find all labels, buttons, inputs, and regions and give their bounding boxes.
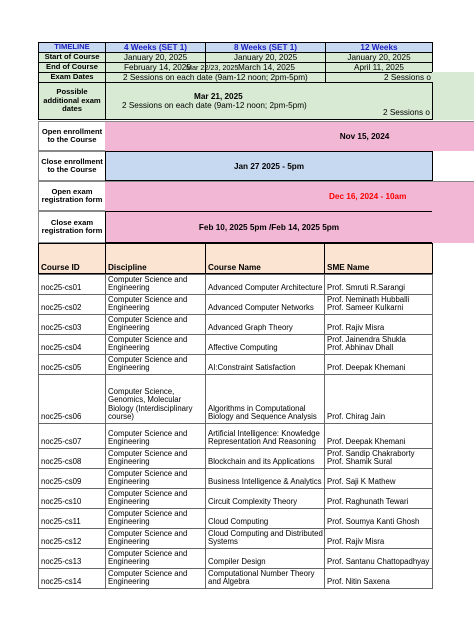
course-cell-sme — [324, 528, 433, 549]
course-cell-id — [38, 314, 106, 335]
course-id-text: noc25-cs05 — [41, 363, 82, 373]
course-cell-sme — [324, 274, 433, 295]
course-sme-text: Prof. Rajiv Misra — [327, 323, 385, 333]
course-cell-sme — [324, 508, 433, 529]
course-id-text: noc25-cs01 — [41, 283, 82, 293]
end-4w: February 14, 2025 — [105, 62, 206, 73]
course-cell-id — [38, 423, 106, 449]
course-cell-name — [205, 548, 325, 569]
course-cell-id — [38, 294, 106, 315]
course-cell-discipline — [105, 508, 206, 529]
timeline-col-12weeks: 12 Weeks — [325, 42, 433, 53]
course-name-text: Algorithms in Computational Biology and Sequence Analysis — [208, 403, 317, 422]
course-cell-discipline — [105, 314, 206, 335]
course-name-text: Business Intelligence & Analytics — [208, 477, 322, 487]
hdr-divider-2 — [205, 243, 206, 274]
course-cell-id — [38, 374, 106, 424]
close-exam-overflow — [432, 211, 474, 243]
course-cell-name — [205, 568, 325, 589]
course-id-text: noc25-cs03 — [41, 323, 82, 333]
start-12w: January 20, 2025 — [325, 52, 433, 63]
course-id-text: noc25-cs11 — [41, 517, 81, 527]
close-enroll-label: Close enrollment to the Course — [38, 151, 106, 181]
possible-label: Possible additional exam dates — [38, 82, 106, 120]
course-name-text: Circuit Complexity Theory — [208, 497, 298, 507]
course-discipline-text: Computer Science and Engineering — [108, 274, 188, 293]
possible-date: Mar 21, 2025 — [194, 92, 243, 101]
close-exam-label: Close exam registration form — [38, 211, 106, 243]
exam-dates-overflow — [432, 72, 474, 120]
course-discipline-text: Computer Science and Engineering — [108, 468, 188, 487]
course-id-text: noc25-cs12 — [41, 537, 82, 547]
course-cell-sme — [324, 374, 433, 424]
course-cell-discipline — [105, 354, 206, 375]
course-discipline-text: Computer Science and Engineering — [108, 334, 188, 353]
course-id-text: noc25-cs06 — [41, 412, 82, 422]
timeline-header-label: TIMELINE — [38, 42, 106, 53]
course-discipline-text: Computer Science and Engineering — [108, 528, 188, 547]
timeline-col-8weeks: 8 Weeks (SET 1) — [205, 42, 326, 53]
course-name-text: Artificial Intelligence: Knowledge Representation And Reasoning — [208, 428, 320, 447]
course-cell-sme — [324, 468, 433, 489]
course-id-text: noc25-cs13 — [41, 557, 82, 567]
start-4w: January 20, 2025 — [105, 52, 206, 63]
course-cell-name — [205, 374, 325, 424]
course-cell-name — [205, 274, 325, 295]
course-header-sme: SME Name — [327, 263, 370, 272]
possible-sessions-right: 2 Sessions o — [383, 108, 430, 117]
course-cell-discipline — [105, 528, 206, 549]
course-cell-sme — [324, 314, 433, 335]
course-name-text: Cloud Computing — [208, 517, 269, 527]
course-id-text: noc25-cs09 — [41, 477, 82, 487]
course-cell-sme — [324, 334, 433, 355]
course-cell-id — [38, 468, 106, 489]
hdr-divider-3 — [324, 243, 325, 274]
course-cell-sme — [324, 568, 433, 589]
course-name-text: Blockchain and its Applications — [208, 457, 315, 467]
course-cell-discipline — [105, 488, 206, 509]
course-cell-sme — [324, 448, 433, 469]
close-enroll-value: Jan 27 2025 - 5pm — [105, 151, 433, 181]
open-exam-value: Dec 16, 2024 - 10am — [105, 181, 474, 211]
course-id-text: noc25-cs02 — [41, 303, 82, 313]
course-cell-discipline — [105, 274, 206, 295]
course-cell-discipline — [105, 468, 206, 489]
course-discipline-text: Computer Science and Engineering — [108, 314, 188, 333]
course-sme-text: Prof. Smruti R.Sarangi — [327, 283, 405, 293]
course-cell-discipline — [105, 548, 206, 569]
end-12w: April 11, 2025 — [325, 62, 433, 73]
course-cell-discipline — [105, 334, 206, 355]
end-overlap-text: Mar 22/23, 2025 — [186, 63, 239, 72]
possible-sessions: 2 Sessions on each date (9am-12 noon; 2pm-5pm) — [122, 101, 307, 110]
course-name-text: Advanced Computer Networks — [208, 303, 314, 313]
course-id-text: noc25-cs14 — [41, 577, 82, 587]
course-sme-text: Prof. Raghunath Tewari — [327, 497, 409, 507]
course-sme-text: Prof. Nitin Saxena — [327, 577, 390, 587]
course-cell-sme — [324, 548, 433, 569]
course-header-discipline: Discipline — [108, 263, 147, 272]
course-cell-discipline — [105, 423, 206, 449]
open-enroll-value: Nov 15, 2024 — [105, 121, 474, 151]
course-discipline-text: Computer Science and Engineering — [108, 294, 188, 313]
course-sme-text: Prof. Sandip Chakraborty Prof. Shamik Sural — [327, 448, 415, 467]
course-discipline-text: Computer Science and Engineering — [108, 428, 188, 447]
course-cell-name — [205, 314, 325, 335]
course-cell-id — [38, 568, 106, 589]
exam-dates-value-right: 2 Sessions o — [325, 72, 433, 83]
course-cell-id — [38, 334, 106, 355]
course-sme-text: Prof. Saji K Mathew — [327, 477, 396, 487]
course-cell-name — [205, 468, 325, 489]
course-cell-name — [205, 423, 325, 449]
exam-dates-label: Exam Dates — [38, 72, 106, 83]
course-name-text: Cloud Computing and Distributed Systems — [208, 528, 323, 547]
course-name-text: Advanced Graph Theory — [208, 323, 293, 333]
exam-dates-value: 2 Sessions on each date (9am-12 noon; 2pm-5pm) — [105, 72, 326, 83]
course-cell-name — [205, 448, 325, 469]
open-enroll-label: Open enrollment to the Course — [38, 121, 106, 151]
course-cell-id — [38, 488, 106, 509]
course-discipline-text: Computer Science and Engineering — [108, 354, 188, 373]
close-exam-value: Feb 10, 2025 5pm /Feb 14, 2025 5pm — [105, 211, 433, 243]
course-sme-text: Prof. Neminath Hubballi Prof. Sameer Kulkarni — [327, 294, 410, 313]
course-cell-sme — [324, 488, 433, 509]
course-name-text: Advanced Computer Architecture — [208, 283, 323, 293]
course-id-text: noc25-cs07 — [41, 437, 82, 447]
course-cell-discipline — [105, 374, 206, 424]
start-label: Start of Course — [38, 52, 106, 63]
course-cell-name — [205, 354, 325, 375]
course-header-name: Course Name — [208, 263, 261, 272]
course-discipline-text: Computer Science and Engineering — [108, 448, 188, 467]
course-sme-text: Prof. Jainendra Shukla Prof. Abhinav Dhall — [327, 334, 406, 353]
course-discipline-text: Computer Science and Engineering — [108, 488, 188, 507]
course-sme-text: Prof. Deepak Khemani — [327, 363, 406, 373]
course-cell-discipline — [105, 294, 206, 315]
course-cell-name — [205, 488, 325, 509]
course-sme-text: Prof. Chirag Jain — [327, 412, 386, 422]
course-cell-discipline — [105, 448, 206, 469]
course-cell-sme — [324, 294, 433, 315]
course-header-id: Course ID — [41, 263, 80, 272]
course-cell-id — [38, 528, 106, 549]
course-cell-id — [38, 508, 106, 529]
course-cell-id — [38, 448, 106, 469]
end-label: End of Course — [38, 62, 106, 73]
course-name-text: Compiler Design — [208, 557, 266, 567]
hdr-divider-1 — [105, 243, 106, 274]
course-discipline-text: Computer Science, Genomics, Molecular Biology (Interdisciplinary course) — [108, 386, 193, 422]
course-cell-name — [205, 508, 325, 529]
course-cell-sme — [324, 423, 433, 449]
start-8w: January 20, 2025 — [205, 52, 326, 63]
open-exam-label: Open exam registration form — [38, 181, 106, 211]
course-sme-text: Prof. Santanu Chattopadhyay — [327, 557, 430, 567]
course-id-text: noc25-cs08 — [41, 457, 82, 467]
end-8w: March 14, 2025 — [205, 62, 326, 73]
course-cell-discipline — [105, 568, 206, 589]
course-cell-name — [205, 294, 325, 315]
course-name-text: Affective Computing — [208, 343, 278, 353]
course-sme-text: Prof. Rajiv Misra — [327, 537, 385, 547]
course-name-text: Computational Number Theory and Algebra — [208, 568, 315, 587]
course-sme-text: Prof. Deepak Khemani — [327, 437, 406, 447]
course-discipline-text: Computer Science and Engineering — [108, 508, 188, 527]
course-cell-name — [205, 528, 325, 549]
course-name-text: AI:Constraint Satisfaction — [208, 363, 296, 373]
course-discipline-text: Computer Science and Engineering — [108, 548, 188, 567]
course-id-text: noc25-cs10 — [41, 497, 82, 507]
timeline-col-4weeks: 4 Weeks (SET 1) — [105, 42, 206, 53]
course-id-text: noc25-cs04 — [41, 343, 82, 353]
course-cell-id — [38, 354, 106, 375]
course-sme-text: Prof. Soumya Kanti Ghosh — [327, 517, 420, 527]
course-cell-id — [38, 548, 106, 569]
course-discipline-text: Computer Science and Engineering — [108, 568, 188, 587]
course-cell-id — [38, 274, 106, 295]
course-cell-name — [205, 334, 325, 355]
course-cell-sme — [324, 354, 433, 375]
